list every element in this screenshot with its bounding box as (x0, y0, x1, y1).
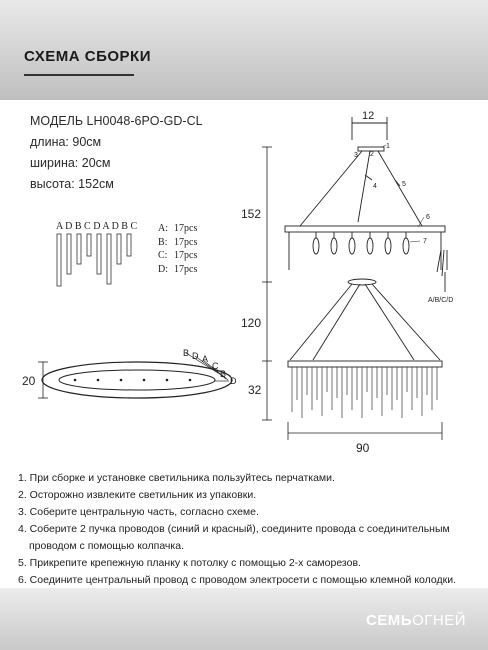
crystal-letters: A D B C D A D B C (56, 221, 138, 232)
dim-152: 152 (241, 207, 262, 221)
crystal-legend (158, 222, 197, 276)
length-label: длина: 90см (30, 135, 102, 149)
model-label: МОДЕЛЬ LH0048-6PO-GD-CL (30, 114, 203, 128)
callout-5: 5 (402, 181, 406, 188)
page-title: СХЕМА СБОРКИ (24, 48, 151, 65)
instruction-step-continued: проводом с помощью колпачка. (29, 540, 184, 552)
dim-90: 90 (356, 441, 370, 455)
height-label: высота: 152см (30, 177, 114, 191)
top-label-b1: B (183, 348, 190, 358)
top-label-b2: B (220, 369, 227, 379)
width-label: ширина: 20см (30, 156, 111, 170)
callout-4: 4 (373, 183, 377, 190)
dim-120: 120 (241, 316, 262, 330)
instruction-step: 5. Прикрепите крепежную планку к потолку с помощью 2-х саморезов. (18, 557, 361, 569)
legend-row: C: 17pcs (158, 250, 198, 261)
crystal-fringe (292, 367, 437, 418)
callout-2: 2 (370, 151, 374, 158)
dim-32: 32 (248, 383, 262, 397)
top-label-a: A (202, 354, 209, 364)
instruction-step: 3. Соберите центральную часть, согласно схеме. (18, 506, 259, 518)
callout-3: 3 (354, 152, 358, 159)
crystal-rods (57, 234, 131, 286)
instruction-step: 6. Соедините центральный провод с проводом электросети с помощью клемной колодки. (18, 574, 457, 586)
callout-7: 7 (423, 238, 427, 245)
dim-20: 20 (22, 374, 36, 388)
legend-row: A: 17pcs (158, 223, 198, 234)
instruction-step: 4. Соберите 2 пучка проводов (синий и красный), соедините провода с соединительным (18, 523, 450, 535)
crystal-ref-label: A/B/C/D (428, 297, 454, 304)
top-label-d1: D (192, 351, 199, 361)
brand-logo: СЕМЬОГНЕЙ (365, 612, 466, 629)
legend-row: B: 17pcs (158, 236, 198, 248)
dim-12: 12 (362, 110, 375, 122)
instruction-step: 1. При сборке и установке светильника пользуйтесь перчатками. (18, 472, 335, 484)
callout-6: 6 (426, 214, 430, 221)
callout-1: 1 (386, 143, 390, 150)
top-label-c: C (212, 361, 219, 371)
bulbs (313, 232, 409, 254)
instruction-step: 2. Осторожно извлеките светильник из упаковки. (18, 489, 257, 501)
top-label-d2: D (230, 376, 237, 386)
instructions-list (18, 470, 456, 589)
legend-row: D: 17pcs (158, 263, 198, 275)
